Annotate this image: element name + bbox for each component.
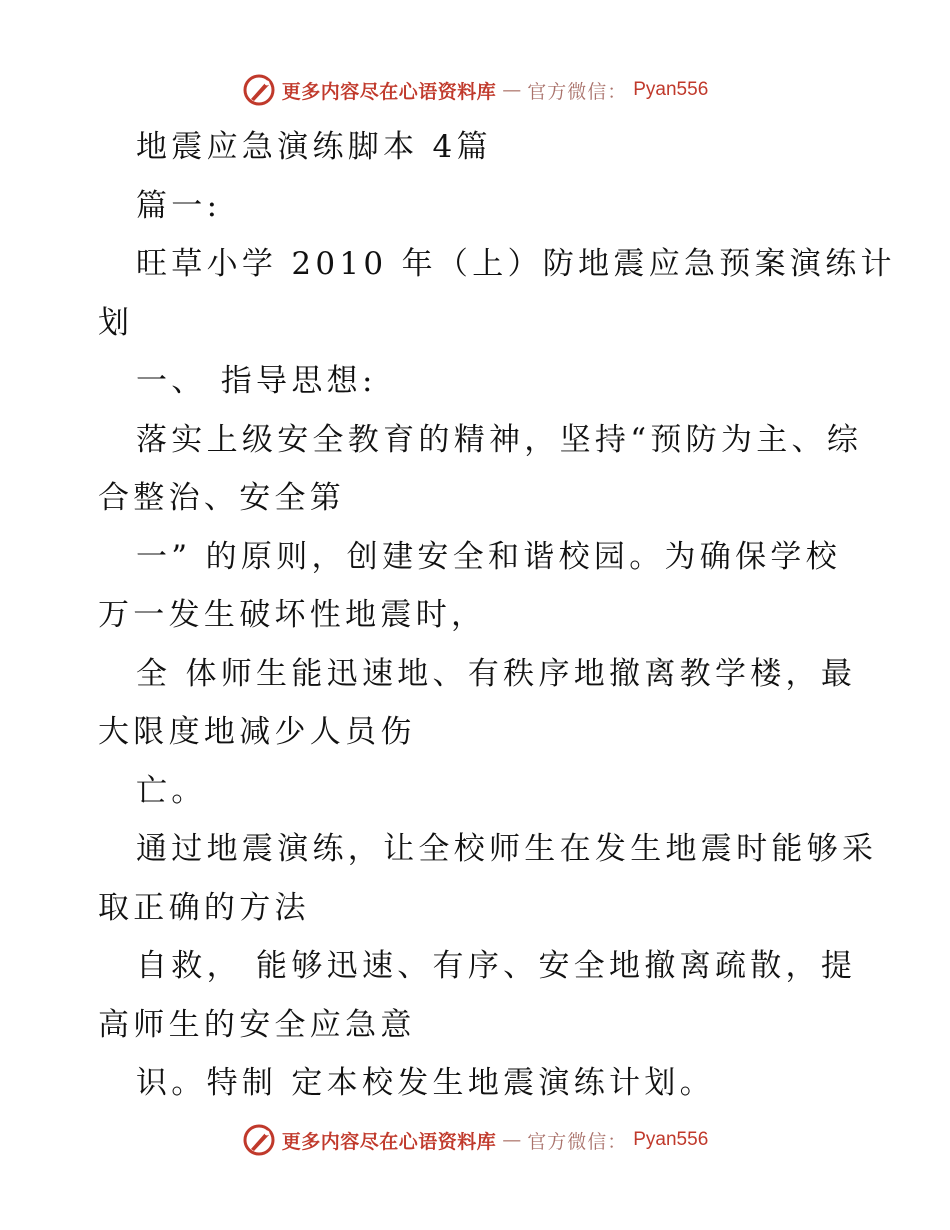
header-banner <box>0 70 950 110</box>
banner-wechat-id: Pyan556 <box>633 1129 709 1150</box>
banner-text: 更多内容尽在心语资料库 <box>281 80 497 103</box>
pen-logo-icon <box>242 1123 276 1157</box>
footer-banner <box>0 1120 950 1160</box>
banner-text: 更多内容尽在心语资料库 <box>281 1130 497 1153</box>
banner-official-label: 官方微信： <box>527 80 628 103</box>
text-line: 落实上级安全教育的精神，坚持“预防为主、综 <box>136 421 863 458</box>
banner-wechat-id: Pyan556 <box>633 79 709 100</box>
text-line: 自救， 能够迅速、有序、安全地撤离疏散，提 <box>136 948 857 984</box>
text-line: 万一发生破坏性地震时， <box>98 597 487 633</box>
text-line: 取正确的方法 <box>98 889 310 926</box>
text-line: 亡。 <box>136 772 207 809</box>
text-line: 一、 指导思想: <box>136 363 377 399</box>
text-line: 高师生的安全应急意 <box>98 1006 416 1043</box>
text-line: 地震应急演练脚本 4篇 <box>136 129 492 165</box>
text-line: 识。特制 定本校发生地震演练计划。 <box>136 1065 715 1101</box>
text-line: 全 体师生能迅速地、有秩序地撤离教学楼，最 <box>136 655 857 692</box>
banner-dash: — <box>502 1129 522 1151</box>
banner-official-label: 官方微信： <box>527 1130 628 1153</box>
text-line: 划 <box>98 304 134 341</box>
document-body <box>98 118 896 1113</box>
text-line: 一” 的原则，创建安全和谐校园。为确保学校 <box>136 538 841 575</box>
text-line: 合整治、安全第 <box>98 480 346 516</box>
text-line: 通过地震演练，让全校师生在发生地震时能够采 <box>136 831 878 867</box>
banner-dash: — <box>502 79 522 101</box>
pen-logo-icon <box>242 73 276 107</box>
text-line: 大限度地减少人员伤 <box>98 714 416 750</box>
text-line: 篇一: <box>136 187 222 224</box>
text-line: 旺草小学 2010 年（上）防地震应急预案演练计 <box>136 246 896 282</box>
